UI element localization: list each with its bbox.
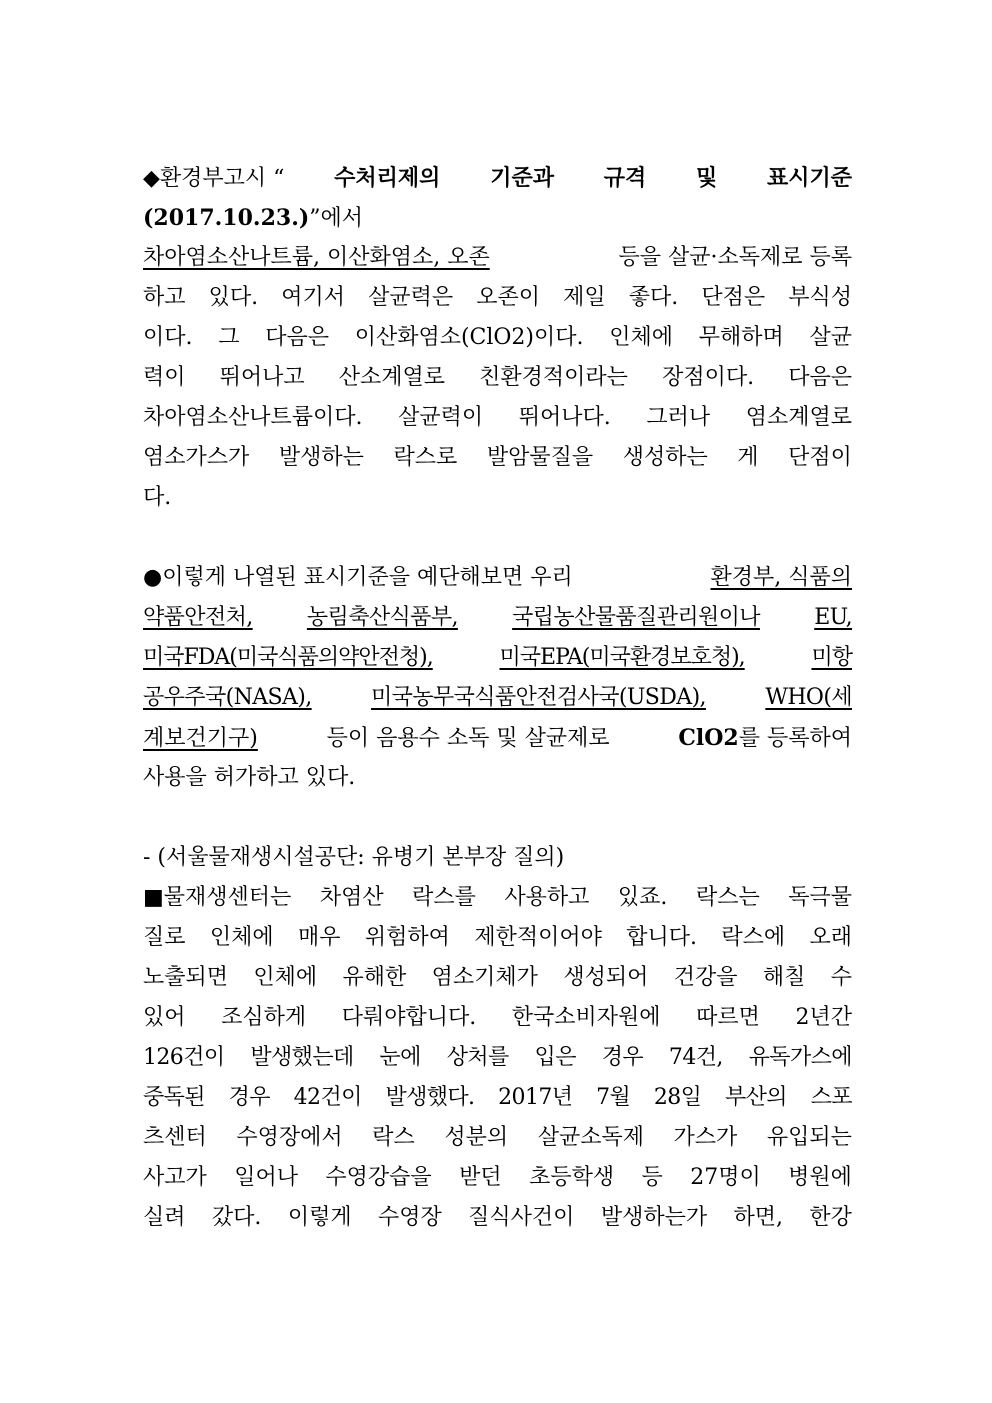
section3-line3: [143, 918, 852, 958]
word: 경우: [601, 1045, 644, 1070]
text-line: [143, 1198, 852, 1238]
section1-line2: [143, 198, 852, 238]
word: 중독된: [143, 1085, 205, 1110]
document-page: [143, 158, 852, 1238]
word: 74건,: [668, 1045, 723, 1070]
word: 국립농산물품질관리원이나: [512, 605, 760, 630]
word: 42건이: [293, 1085, 362, 1110]
word: 28일: [653, 1085, 702, 1110]
word: 인체에: [209, 925, 274, 950]
section2-line5: [143, 718, 852, 758]
word: 사용하고: [504, 885, 590, 910]
text-line: [143, 1158, 852, 1198]
word: 좋다.: [628, 285, 679, 310]
word: 락스에: [721, 925, 786, 950]
word: 그: [218, 325, 240, 350]
notice-title-word: 표시기준: [766, 165, 852, 191]
section3-line7: [143, 1078, 852, 1118]
word: 입은: [534, 1045, 576, 1070]
word: 부식성: [788, 285, 852, 310]
word: 이다.: [143, 325, 193, 350]
notice-suffix: ”에서: [309, 206, 364, 231]
agency-list: [143, 678, 852, 718]
word: 7월: [596, 1085, 631, 1110]
section3-line8: [143, 1118, 852, 1158]
word: ■물재생센터는: [143, 885, 292, 910]
text-line: 사용을 허가하고 있다.: [143, 765, 356, 790]
section2-line2: [143, 598, 852, 638]
word: 뛰어나다.: [518, 405, 611, 430]
word: 일어나: [234, 1165, 298, 1190]
word: 조심하게: [221, 1005, 307, 1030]
word: 있어: [143, 1005, 186, 1030]
notice-date: (2017.10.23.): [143, 205, 310, 231]
agency-list: 환경부, 식품의: [710, 565, 852, 590]
word: 유해한: [342, 965, 407, 990]
text-line: [143, 318, 852, 358]
word: 2017년: [498, 1085, 573, 1110]
section1-line9: [143, 478, 852, 518]
agency-list: [143, 638, 852, 678]
agency-list: [143, 598, 852, 638]
word: 경우: [228, 1085, 270, 1110]
word: 발생하는: [278, 445, 364, 470]
word: 오래: [809, 925, 852, 950]
word: 제일: [563, 285, 606, 310]
word: 제한적이어야: [474, 925, 602, 950]
word: 받던: [459, 1165, 502, 1190]
word: 염소가스가: [143, 445, 250, 470]
word: 유입되는: [766, 1125, 852, 1150]
word: 합니다.: [626, 925, 697, 950]
word: 차염산: [319, 885, 384, 910]
word: 인체에: [609, 325, 673, 350]
question-header: - (서울물재생시설공단: 유병기 본부장 질의): [143, 845, 565, 870]
word: 하면,: [733, 1205, 784, 1230]
word: 유독가스에: [748, 1045, 852, 1070]
text-line: [143, 1118, 852, 1158]
word: 여기서: [281, 285, 345, 310]
word: 있다.: [208, 285, 259, 310]
word: 무해하며: [698, 325, 784, 350]
text-line: [143, 398, 852, 438]
section3-line9: [143, 1158, 852, 1198]
word: 락스: [372, 1125, 415, 1150]
word: 따르면: [696, 1005, 760, 1030]
word: 공우주국(NASA),: [143, 685, 312, 710]
word: 단점이: [788, 445, 852, 470]
text-line: [143, 278, 852, 318]
word: 그러나: [646, 405, 711, 430]
word: 다음은: [788, 365, 852, 390]
word: 농림축산식품부,: [306, 605, 458, 630]
word: 친환경적이라는: [479, 365, 628, 390]
word: 갔다.: [211, 1205, 262, 1230]
word: 락스를: [412, 885, 476, 910]
word: 이산화염소(ClO2)이다.: [354, 325, 584, 350]
word: 게: [737, 445, 759, 470]
text-line: [143, 1038, 852, 1078]
word: 질로: [143, 925, 186, 950]
word: 발생하는가: [600, 1205, 708, 1230]
section2-line4: [143, 678, 852, 718]
text-line: [143, 958, 852, 998]
word: 눈에: [379, 1045, 421, 1070]
notice-title-word: 기준과: [490, 165, 554, 191]
section1-line3: [143, 238, 852, 278]
section1-line1: [143, 158, 852, 198]
text-segment: 등을 살균·소독제로 등록: [618, 245, 852, 270]
word: 상처를: [446, 1045, 509, 1070]
word: 한국소비자원에: [511, 1005, 661, 1030]
word: 츠센터: [143, 1125, 207, 1150]
word: 산소계열로: [338, 365, 446, 390]
word: 차아염소산나트륨이다.: [143, 405, 363, 430]
word: 위험하여: [364, 925, 450, 950]
agency-list: 계보건기구): [143, 726, 258, 751]
word: 사고가: [143, 1165, 207, 1190]
text-line: [143, 918, 852, 958]
text-line: [143, 998, 852, 1038]
notice-prefix: ◆환경부고시 “: [143, 166, 285, 191]
word: 가스가: [673, 1125, 738, 1150]
word: 이렇게: [287, 1205, 352, 1230]
word: 락스는: [695, 885, 760, 910]
text-line: [143, 438, 852, 478]
word: 독극물: [788, 885, 852, 910]
section1-line4: [143, 278, 852, 318]
word: 수영장: [378, 1205, 442, 1230]
word: 력이: [143, 365, 186, 390]
word: 염소계열로: [745, 405, 852, 430]
word: 다음은: [265, 325, 329, 350]
word: 뛰어나고: [219, 365, 305, 390]
word: 살균력이: [398, 405, 484, 430]
word: 단점은: [701, 285, 766, 310]
word: 발생했다.: [385, 1085, 475, 1110]
section2-line1: [143, 558, 852, 598]
text-segment: ●이렇게 나열된 표시기준을 예단해보면 우리: [143, 565, 573, 590]
word: 수영강습을: [325, 1165, 432, 1190]
word: 등: [641, 1165, 663, 1190]
word: 질식사건이: [468, 1205, 575, 1230]
word: 오존이: [476, 285, 540, 310]
word: 다뤄야합니다.: [341, 1005, 477, 1030]
section2-line6: [143, 758, 852, 798]
word: 장점이다.: [662, 365, 755, 390]
word: EU,: [814, 605, 852, 630]
word: 병원에: [788, 1165, 852, 1190]
word: 미국FDA(미국식품의약안전청),: [143, 645, 433, 670]
text-line: [143, 358, 852, 398]
word: 락스로: [393, 445, 458, 470]
word: 살균: [809, 325, 852, 350]
text-line: 다.: [143, 485, 172, 510]
section3-line6: [143, 1038, 852, 1078]
word: 매우: [298, 925, 341, 950]
word: 27명이: [690, 1165, 761, 1190]
notice-title-word: 규격: [603, 165, 647, 191]
section1-line6: [143, 358, 852, 398]
section3-line4: [143, 958, 852, 998]
word: 미국농무국식품안전검사국(USDA),: [371, 685, 706, 710]
word: 하고: [143, 285, 186, 310]
word: 실려: [143, 1205, 186, 1230]
section3-line2: [143, 878, 852, 918]
word: 살균소독제: [537, 1125, 644, 1150]
disinfectant-list: 차아염소산나트륨, 이산화염소, 오존: [143, 245, 490, 270]
word: 수: [830, 965, 852, 990]
word: 성분의: [444, 1125, 509, 1150]
section1-line8: [143, 438, 852, 478]
word: 발암물질을: [486, 445, 594, 470]
text-line: [143, 878, 852, 918]
section1-line5: [143, 318, 852, 358]
word: 수영장에서: [236, 1125, 343, 1150]
notice-title-word: 수처리제의: [334, 165, 441, 191]
word: 염소기체가: [431, 965, 538, 990]
word: 2년간: [795, 1005, 852, 1030]
word: 해칠: [762, 965, 806, 990]
word: 스포: [810, 1085, 852, 1110]
word: 인체에: [253, 965, 318, 990]
word: 한강: [809, 1205, 852, 1230]
word: 발생했는데: [250, 1045, 354, 1070]
word: WHO(세: [765, 685, 852, 710]
word: 126건이: [143, 1045, 225, 1070]
word: 노출되면: [143, 965, 229, 990]
word: 살균력은: [368, 285, 454, 310]
text-segment: 를 등록하여: [738, 726, 852, 751]
section3-line10: [143, 1198, 852, 1238]
notice-title-word: 및: [695, 165, 718, 191]
section3-line5: [143, 998, 852, 1038]
text-segment: 등이 음용수 소독 및 살균제로: [326, 726, 610, 751]
word: 초등학생: [529, 1165, 615, 1190]
word: 미국EPA(미국환경보호청),: [499, 645, 745, 670]
section3-line1: [143, 838, 852, 878]
section2-line3: [143, 638, 852, 678]
word: 건강을: [673, 965, 738, 990]
word: 미항: [811, 645, 852, 670]
section1-line7: [143, 398, 852, 438]
word: 약품안전처,: [143, 605, 253, 630]
chemical-name: ClO2: [678, 725, 739, 751]
word: 있죠.: [617, 885, 668, 910]
text-line: [143, 1078, 852, 1118]
word: 부산의: [724, 1085, 787, 1110]
word: 생성하는: [622, 445, 708, 470]
word: 생성되어: [563, 965, 649, 990]
